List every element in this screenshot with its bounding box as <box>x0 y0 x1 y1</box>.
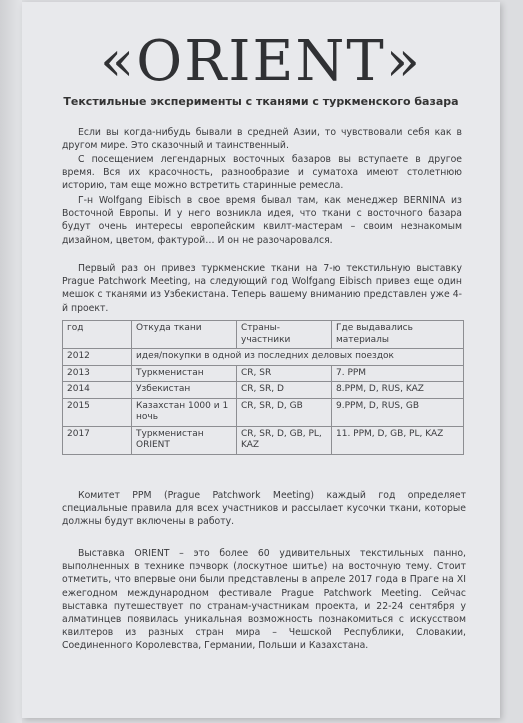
table-cell: идея/покупки в одной из последних деловых поездок <box>132 349 464 366</box>
table-cell: 8.PPM, D, RUS, KAZ <box>332 382 464 399</box>
table-header-row <box>63 321 464 349</box>
intro-paragraph-3: Г-н Wolfgang Eibisch в свое время бывал там, как менеджер BERNINA из Восточной Европы. И у него возникла идея, что ткани с восточного базара будут очень интересы европейским квилт-мастерам – своим незнакомым дизайном, цветом, фактурой… И он не разочаровался. <box>62 195 462 246</box>
committee-paragraph: Комитет PPM (Prague Patchwork Meeting) каждый год определяет специальные правила для всех участников и рассылает кусочки ткани, которые должны будут включены в работу. <box>62 490 466 528</box>
intro-paragraph-1: Если вы когда-нибудь бывали в средней Азии, то чувствовали себя как в другом мире. Это сказочный и таинственный. <box>62 127 462 152</box>
table-cell: 2015 <box>63 398 132 426</box>
table-cell: Узбекистан <box>132 382 237 399</box>
column-header-origin: Откуда ткани <box>132 321 237 349</box>
wall-background <box>0 0 22 723</box>
table-cell: CR, SR, D, GB <box>237 398 332 426</box>
table-row <box>63 382 464 399</box>
exhibition-paragraph: Выставка ORIENT – это более 60 удивительных текстильных панно, выполненных в технике пэчворк (лоскутное шитье) на восточную тему. Стоит отметить, что впервые они были представлены в апреле 2017 года в Праге на XI ежегодном международном фестивале Prague Patchwork Meeting. Сейчас выставка путешествует по странам-участникам проекта, и 22-24 сентября у алматинцев появилась уникальная возможность познакомиться с искусством квилтеров из разных стран мира – Чешской Республики, Словакии, Соединенного Королевства, Германии, Польши и Казахстана. <box>62 548 466 652</box>
table-cell: 2017 <box>63 426 132 454</box>
poster-title: «ORIENT» <box>100 29 422 94</box>
table-cell: 2014 <box>63 382 132 399</box>
table-cell: CR, SR, D, GB, PL, KAZ <box>237 426 332 454</box>
table-cell: CR, SR <box>237 365 332 382</box>
table-row <box>63 426 464 454</box>
table-row <box>63 349 464 366</box>
table-cell: CR, SR, D <box>237 382 332 399</box>
table-cell: 7. PPM <box>332 365 464 382</box>
table-cell: 2013 <box>63 365 132 382</box>
column-header-venue: Где выдавались материалы <box>332 321 464 349</box>
projects-table <box>62 320 464 455</box>
column-header-countries: Страны-участники <box>237 321 332 349</box>
table-cell: Туркменистан ORIENT <box>132 426 237 454</box>
column-header-year: год <box>63 321 132 349</box>
table-cell: 2012 <box>63 349 132 366</box>
intro-paragraph-4: Первый раз он привез туркменские ткани на 7-ю текстильную выставку Prague Patchwork Meeting, на следующий год Wolfgang Eibisch привез еще один мешок с тканями из Узбекистана. Теперь вашему вниманию представлен уже 4-й проект. <box>62 263 462 314</box>
table-cell: 11. PPM, D, GB, PL, KAZ <box>332 426 464 454</box>
intro-paragraph-2: С посещением легендарных восточных базаров вы вступаете в другое время. Вся их красочность, разнообразие и суматоха имеют столетнюю историю, там еще можно встретить старинные ремесла. <box>62 154 462 192</box>
table-row <box>63 365 464 382</box>
table-cell: Казахстан 1000 и 1 ночь <box>132 398 237 426</box>
table-row <box>63 398 464 426</box>
poster-sheet <box>22 2 500 718</box>
table-cell: 9.PPM, D, RUS, GB <box>332 398 464 426</box>
poster-subtitle: Текстильные эксперименты с тканями с туркменского базара <box>63 95 459 108</box>
table-cell: Туркменистан <box>132 365 237 382</box>
